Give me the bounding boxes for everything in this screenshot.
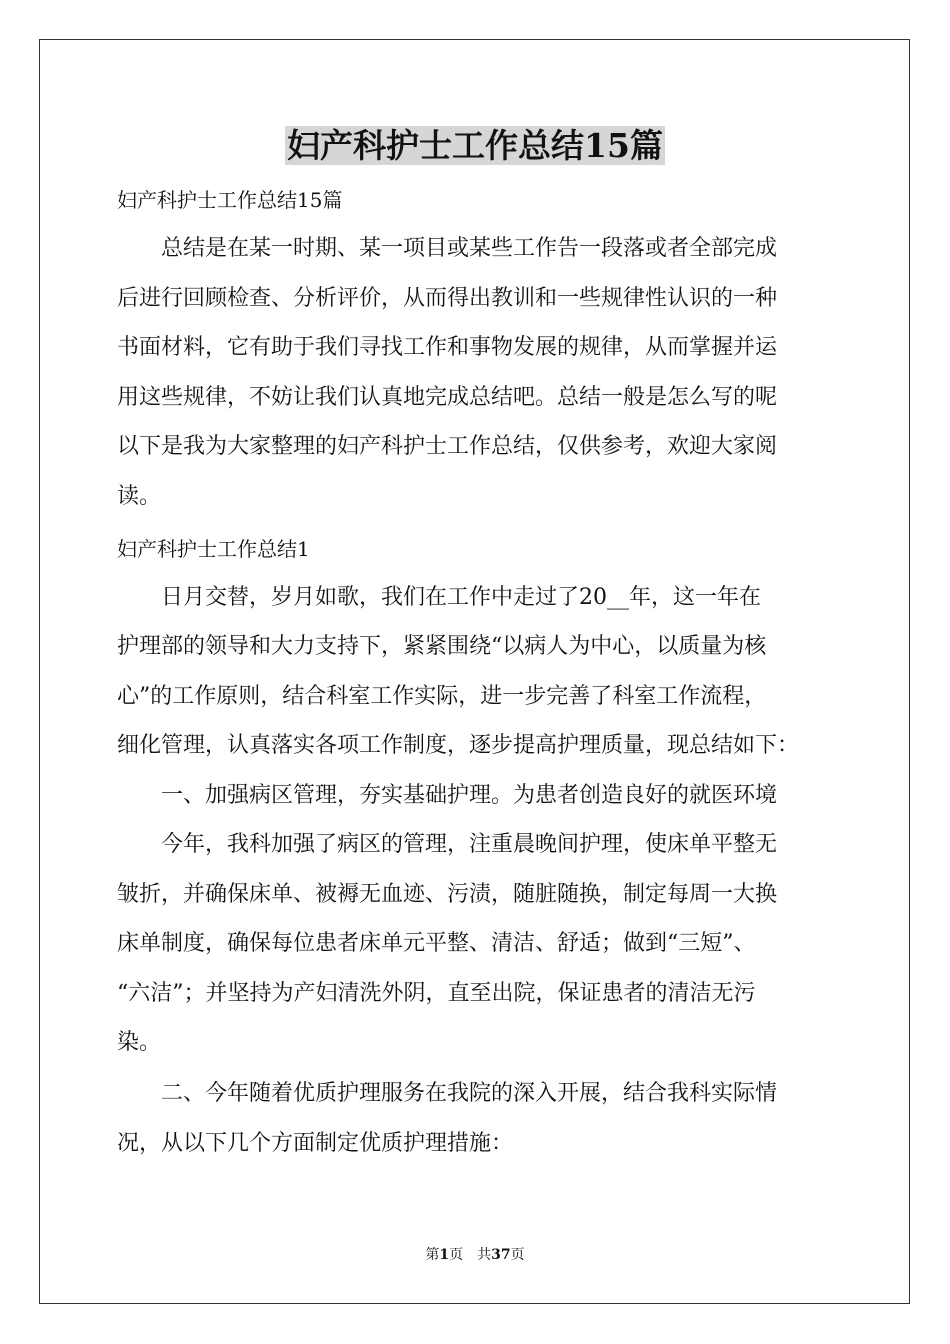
body-line: 床单制度，确保每位患者床单元平整、清洁、舒适；做到“三短”、 <box>117 931 756 956</box>
body-line: 皱折，并确保床单、被褥无血迹、污渍，随脏随换，制定每周一大换 <box>117 882 778 907</box>
body-line: “六洁”；并坚持为产妇清洗外阴，直至出院，保证患者的清洁无污 <box>117 981 756 1006</box>
footer-mid: 页 共 <box>449 1247 492 1263</box>
body-line: 一、加强病区管理，夯实基础护理。为患者创造良好的就医环境 <box>117 783 778 808</box>
footer-suffix: 页 <box>510 1247 525 1263</box>
document-subtitle: 妇产科护士工作总结15篇 <box>117 188 343 212</box>
body-line: 染。 <box>117 1030 162 1055</box>
body-line: 护理部的领导和大力支持下，紧紧围绕“以病人为中心，以质量为核 <box>117 634 767 659</box>
body-line: 用这些规律，不妨让我们认真地完成总结吧。总结一般是怎么写的呢 <box>117 385 778 410</box>
page-border <box>39 39 910 1304</box>
body-line: 况，从以下几个方面制定优质护理措施： <box>117 1131 514 1156</box>
body-line: 后进行回顾检查、分析评价，从而得出教训和一些规律性认识的一种 <box>117 286 778 311</box>
body-line: 以下是我为大家整理的妇产科护士工作总结，仅供参考，欢迎大家阅 <box>117 434 778 459</box>
footer-prefix: 第 <box>425 1247 440 1263</box>
body-line: 总结是在某一时期、某一项目或某些工作告一段落或者全部完成 <box>117 236 778 261</box>
section-heading: 妇产科护士工作总结1 <box>117 537 310 561</box>
body-line: 书面材料，它有助于我们寻找工作和事物发展的规律，从而掌握并运 <box>117 335 778 360</box>
footer-page-current: 1 <box>439 1247 450 1263</box>
body-line: 二、今年随着优质护理服务在我院的深入开展，结合我科实际情 <box>117 1081 778 1106</box>
page-footer <box>0 1245 950 1265</box>
body-line: 日月交替，岁月如歌，我们在工作中走过了20__年，这一年在 <box>117 585 761 610</box>
body-line: 心”的工作原则，结合科室工作实际，进一步完善了科室工作流程， <box>117 684 767 709</box>
body-line: 细化管理，认真落实各项工作制度，逐步提高护理质量，现总结如下： <box>117 733 800 758</box>
body-line: 今年，我科加强了病区的管理，注重晨晚间护理，使床单平整无 <box>117 832 778 857</box>
document-title <box>0 122 950 170</box>
body-line: 读。 <box>117 484 162 509</box>
document-title-text: 妇产科护士工作总结15篇 <box>287 126 663 165</box>
footer-page-total: 37 <box>491 1247 511 1263</box>
